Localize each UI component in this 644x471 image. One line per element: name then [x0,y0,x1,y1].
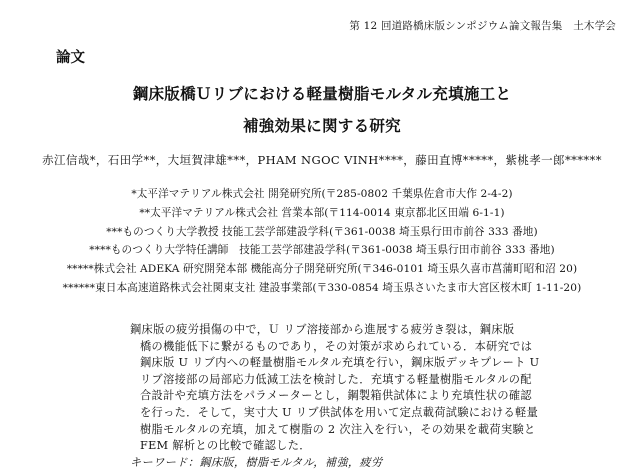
abstract-line: 鋼床版 U リブ内への軽量樹脂モルタル充填を行い，鋼床版デッキプレート U [140,356,540,370]
paper-title-line-1: 鋼床版橋Ｕリブにおける軽量樹脂モルタル充填施工と [132,85,512,103]
keywords: キーワード：鋼床版，樹脂モルタル，補強，疲労 [130,455,383,469]
author-list: 赤江信哉*，石田学**，大垣賀津雄***，PHAM NGOC VINH****，藤田直博*****，紫桃孝一郎****** [42,153,602,167]
affiliation-6: ******東日本高速道路株式会社関東支社 建設事業部(〒330-0854 埼玉県さいたま市大宮区桜木町 1-11-20) [62,281,582,294]
abstract-line: 鋼床版の疲労損傷の中で，Ｕ リブ溶接部から進展する疲労き裂は，鋼床版 [130,323,515,336]
section-label: 論文 [56,50,85,66]
abstract-line: FEM 解析との比較で確認した． [140,439,311,453]
affiliation-4: ****ものつくり大学特任講師 技能工芸学部建設学科(〒361-0038 埼玉県行田市前谷 333 番地) [89,244,555,257]
affiliation-2: **太平洋マテリアル株式会社 営業本部(〒114-0014 東京都北区田端 6-1-1) [139,206,505,219]
abstract [130,322,540,471]
affiliation-5: *****株式会社 ADEKA 研究開発本部 機能高分子開発研究所(〒346-0101 埼玉県久喜市菖蒲町昭和沼 20) [66,263,578,276]
affiliation-3: ***ものつくり大学教授 技能工芸学部建設学科(〒361-0038 埼玉県行田市前谷 333 番地) [106,225,538,238]
abstract-line: リブ溶接部の局部応力低減工法を検討した．充填する軽量樹脂モルタルの配 [140,372,532,386]
abstract-line: 樹脂モルタルの充填，加えて樹脂の 2 次注入を行い，その効果を載荷実験と [140,422,536,436]
affiliation-list [0,185,644,298]
affiliation-1: *太平洋マテリアル株式会社 開発研究所(〒285-0802 千葉県佐倉市大作 2-4-2) [131,188,513,200]
running-head: 第 12 回道路橋床版シンポジウム論文報告集 土木学会 [349,20,616,32]
abstract-line: 合設計や充填方法をパラメーターとし，鋼製箱供試体により充填性状の確認 [140,389,532,403]
paper-title-line-2: 補強効果に関する研究 [242,117,401,135]
abstract-line: 橋の機能低下に繋がるものであり，その対策が求められている．本研究では [140,339,533,353]
abstract-line: を行った．そして，実寸大 U リブ供試体を用いて定点載荷試験における軽量 [140,405,539,419]
